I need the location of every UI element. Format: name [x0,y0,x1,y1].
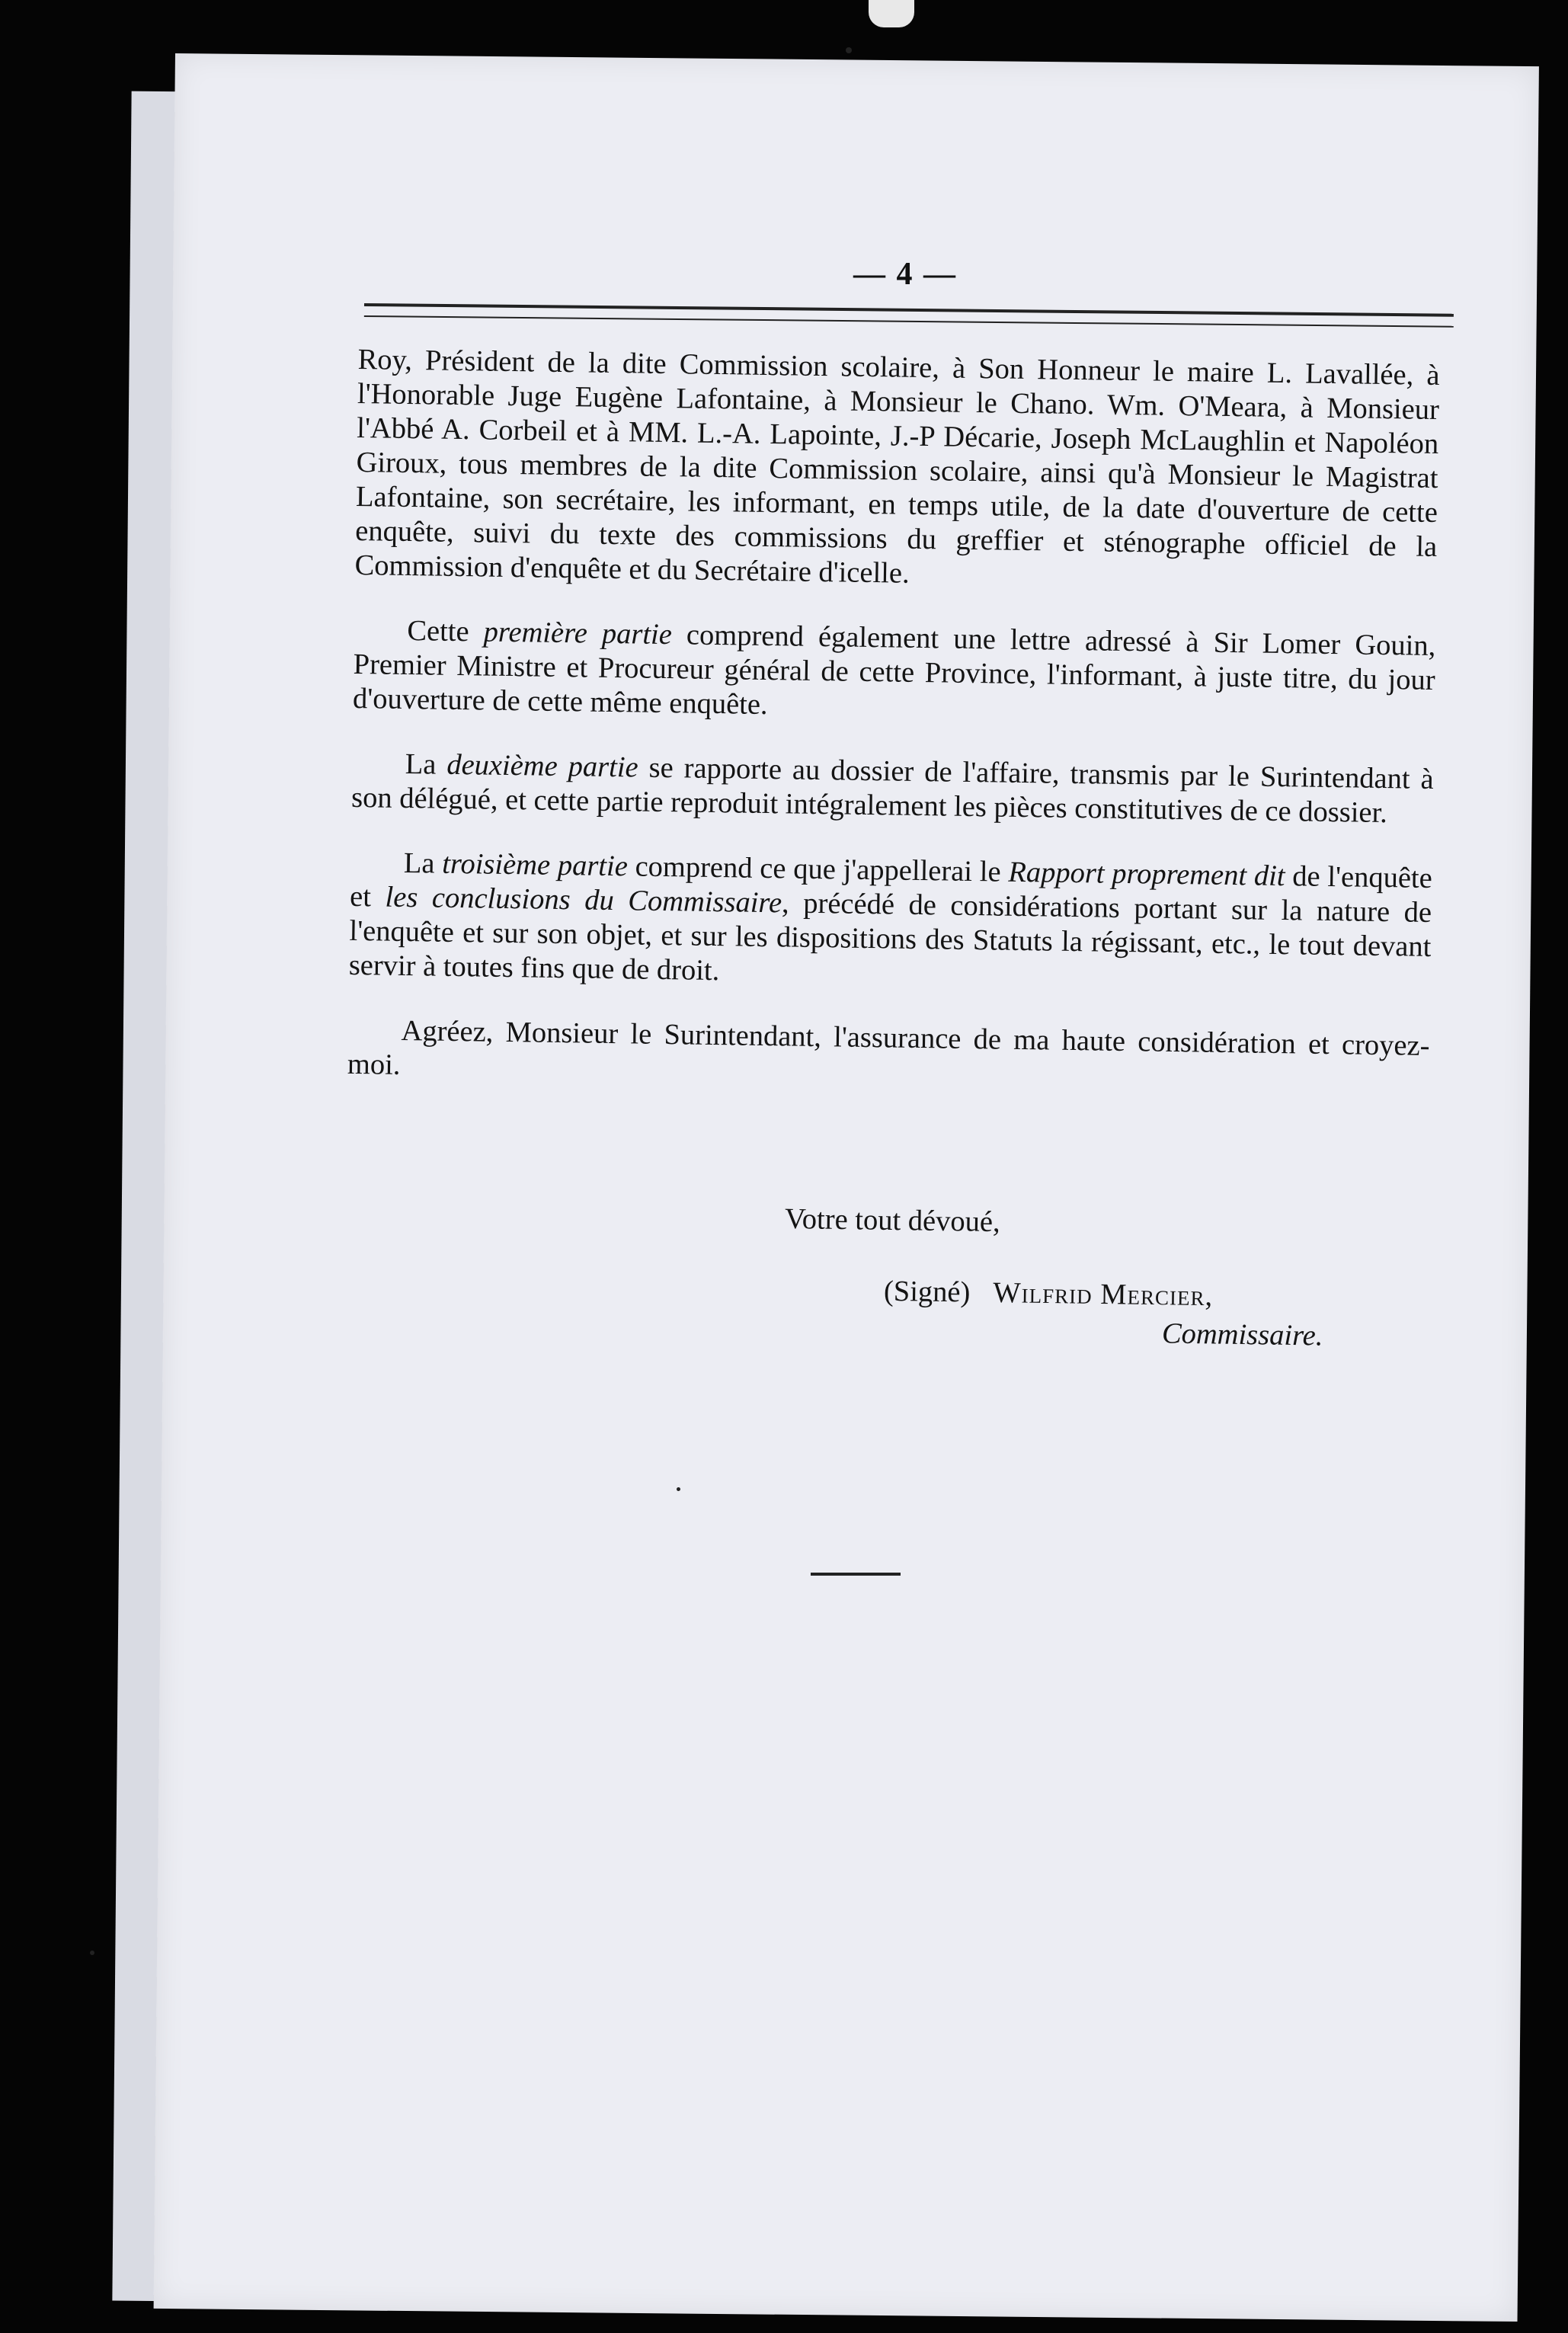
paragraph-3 [351,747,1434,831]
page-number: — 4 — [853,257,957,292]
signatory-title: Commissaire. [1161,1317,1323,1352]
paragraph-4-middle-2: de l'enquête et [349,860,1433,914]
letter-body [347,343,1440,1128]
paragraph-4-emphasis-3: les conclusions du Commissaire [385,881,782,920]
paragraph-4 [349,846,1433,999]
paragraph-4-emphasis-2: Rapport proprement dit [1008,856,1285,893]
signatory-name: Wilfrid Mercier, [993,1276,1214,1313]
paragraph-4-emphasis: troisième partie [441,847,629,883]
scan-speck [677,1487,680,1491]
paragraph-4-middle-1: comprend ce que j'appellerai le [627,850,1009,888]
paragraph-5: Agréez, Monsieur le Surintendant, l'assurance de ma haute considération et croyez-moi. [347,1014,1430,1081]
paragraph-4-rest: , précédé de considérations portant sur la nature de l'enquête et sur son objet, et sur les dispositions des Statuts la régissant, etc., le tout devant servir à toutes fins que de droit. [348,887,1432,987]
paragraph-2-emphasis: première partie [483,616,673,651]
scan-speck [90,1951,94,1955]
paragraph-3-rest: se rapporte au dossier de l'affaire, transmis par le Surintendant à son délégué, et cette partie reproduit intégralement les pièces constitutives de ce dossier. [350,751,1434,830]
binding-mark [869,0,914,27]
paragraph-3-lead: La [405,747,447,781]
end-rule [811,1573,901,1576]
valediction: Votre tout dévoué, [784,1202,1000,1239]
paragraph-2-lead: Cette [407,614,485,648]
paragraph-1: Roy, Président de la dite Commission scolaire, à Son Honneur le maire L. Lavallée, à l'Honorable Juge Eugène Lafontaine, à Monsieur le Chano. Wm. O'Meara, à Monsieur l'Abbé A. Corbeil et à MM. L.-A. Lapointe, J.-P Décarie, Joseph McLaughlin et Napoléon Giroux, tous membres de la dite Commission scolaire, ainsi qu'à Monsieur le Magistrat Lafontaine, son secrétaire, les informant, en temps utile, de la date d'ouverture de cette enquête, suivi du texte des commissions du greffier et sténographe officiel de la Commission d'enquête et du Secrétaire d'icelle. [354,343,1440,590]
paragraph-2-rest: comprend également une lettre adressé à Sir Lomer Gouin, Premier Ministre et Procureur général de cette Province, l'informant, à juste titre, du jour d'ouverture de cette même enquête. [352,619,1436,722]
paragraph-4-lead: La [403,846,443,880]
signed-label: (Signé) [883,1275,971,1309]
paragraph-2 [353,613,1436,732]
scan-speck [846,47,852,53]
signature-line [884,1275,1214,1313]
paragraph-3-emphasis: deuxième partie [446,748,638,784]
